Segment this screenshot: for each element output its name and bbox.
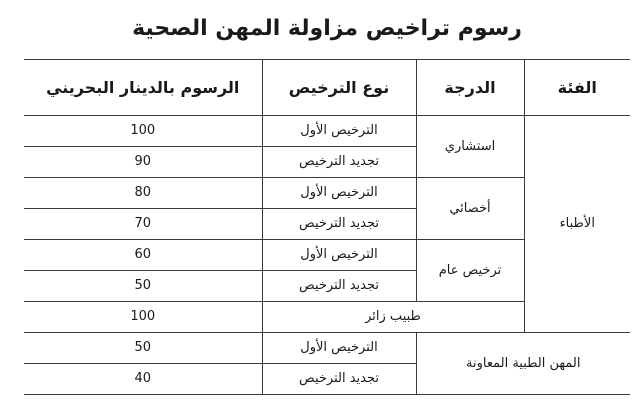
page-title: رسوم تراخيص مزاولة المهن الصحية: [132, 16, 522, 41]
fee-cell: 100: [24, 302, 262, 333]
grade-specialist: أخصائي: [416, 178, 524, 240]
fee-cell: 90: [24, 147, 262, 178]
license-type-cell: تجديد الترخيص: [262, 209, 416, 240]
license-type-cell: تجديد الترخيص: [262, 147, 416, 178]
header-fee: الرسوم بالدينار البحريني: [24, 60, 262, 116]
fee-cell: 100: [24, 116, 262, 147]
table-row: [24, 333, 630, 364]
fee-cell: 40: [24, 364, 262, 395]
fee-cell: 50: [24, 333, 262, 364]
grade-consultant: استشاري: [416, 116, 524, 178]
license-type-cell: الترخيص الأول: [262, 240, 416, 271]
fee-cell: 70: [24, 209, 262, 240]
grade-visiting: طبيب زائر: [262, 302, 524, 333]
grade-general: ترخيص عام: [416, 240, 524, 302]
fees-table: [24, 59, 630, 395]
category-allied: المهن الطبية المعاونة: [416, 333, 630, 395]
table-row: [24, 116, 630, 147]
license-type-cell: الترخيص الأول: [262, 178, 416, 209]
header-grade: الدرجة: [416, 60, 524, 116]
license-type-cell: الترخيص الأول: [262, 333, 416, 364]
fee-cell: 60: [24, 240, 262, 271]
header-category: الفئة: [524, 60, 630, 116]
header-license-type: نوع الترخيص: [262, 60, 416, 116]
license-type-cell: تجديد الترخيص: [262, 364, 416, 395]
header-row: [24, 60, 630, 116]
license-type-cell: تجديد الترخيص: [262, 271, 416, 302]
fee-cell: 50: [24, 271, 262, 302]
category-doctors: الأطباء: [524, 116, 630, 333]
fee-cell: 80: [24, 178, 262, 209]
license-type-cell: الترخيص الأول: [262, 116, 416, 147]
